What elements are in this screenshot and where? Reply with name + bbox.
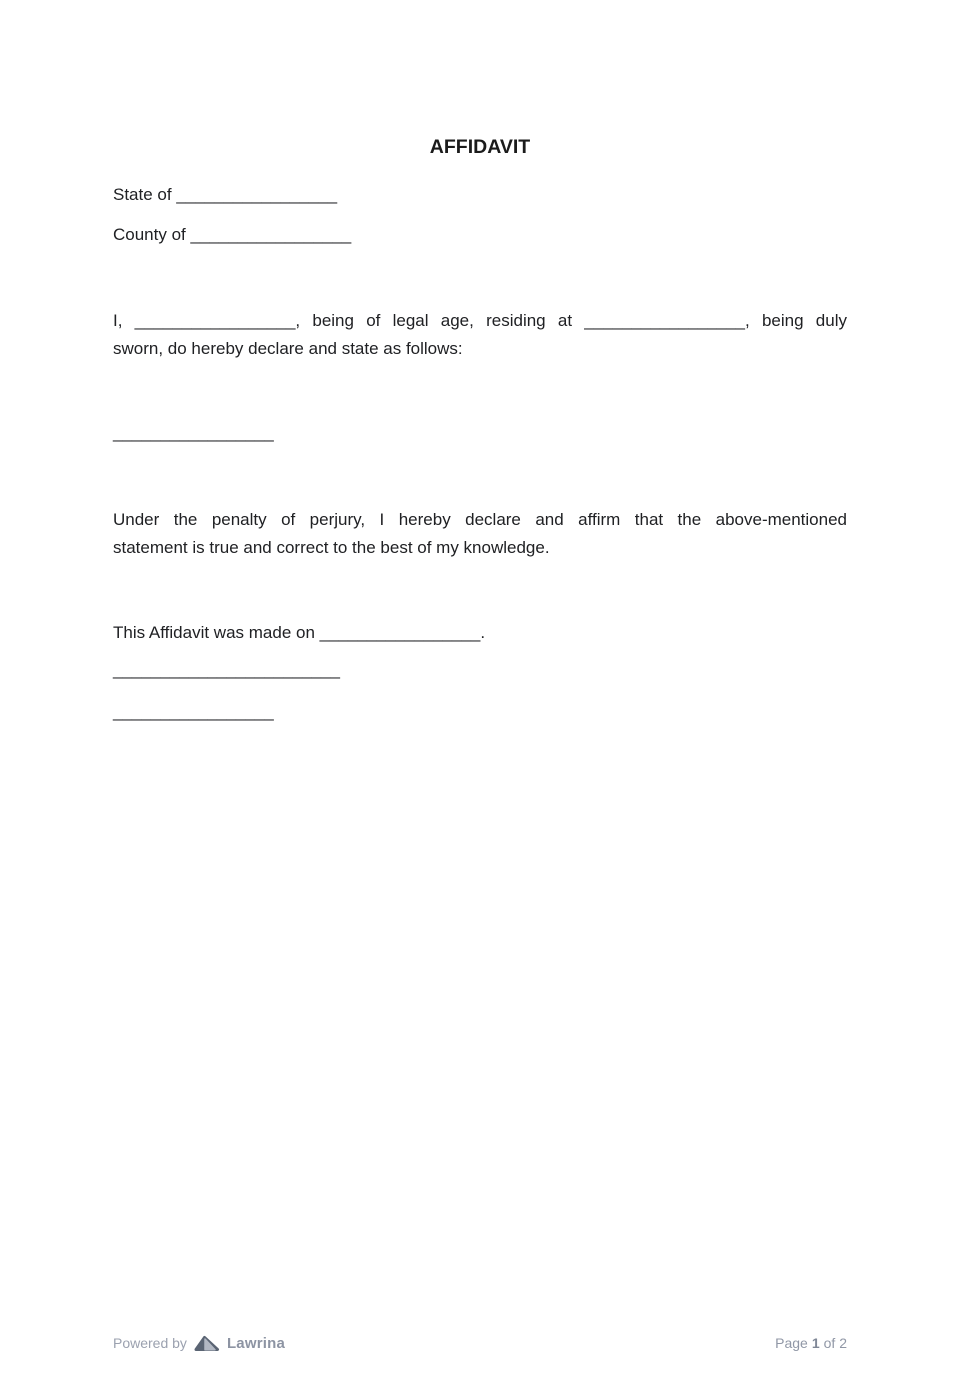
made-on-line: This Affidavit was made on _________________. bbox=[113, 623, 486, 642]
state-of-line: State of _________________ bbox=[113, 185, 338, 204]
mountain-logo-icon bbox=[194, 1334, 220, 1352]
page-footer bbox=[113, 1329, 847, 1357]
page-number: 1 bbox=[811, 1335, 820, 1351]
page-indicator bbox=[775, 1335, 847, 1351]
county-of-line: County of _________________ bbox=[113, 225, 352, 244]
document-title: AFFIDAVIT bbox=[429, 136, 531, 158]
affidavit-page bbox=[0, 137, 960, 726]
second-signature-line: _________________ bbox=[113, 702, 274, 721]
intro-paragraph-line-2: sworn, do hereby declare and state as follows: bbox=[113, 339, 463, 358]
statement-blank-line: _________________ bbox=[113, 423, 274, 442]
intro-paragraph-line-1: I, _________________, being of legal age, residing at _________________, being duly bbox=[113, 311, 847, 330]
powered-by-label: Powered by bbox=[113, 1335, 187, 1351]
powered-by-brand bbox=[113, 1334, 285, 1352]
signature-line: ________________________ bbox=[113, 660, 340, 679]
perjury-paragraph-line-2: statement is true and correct to the best of my knowledge. bbox=[113, 538, 550, 557]
page-total: of 2 bbox=[823, 1335, 847, 1351]
brand-wordmark: Lawrina bbox=[226, 1334, 286, 1352]
page-label: Page bbox=[775, 1335, 808, 1351]
perjury-paragraph-line-1: Under the penalty of perjury, I hereby declare and affirm that the above-mentioned bbox=[113, 510, 847, 529]
